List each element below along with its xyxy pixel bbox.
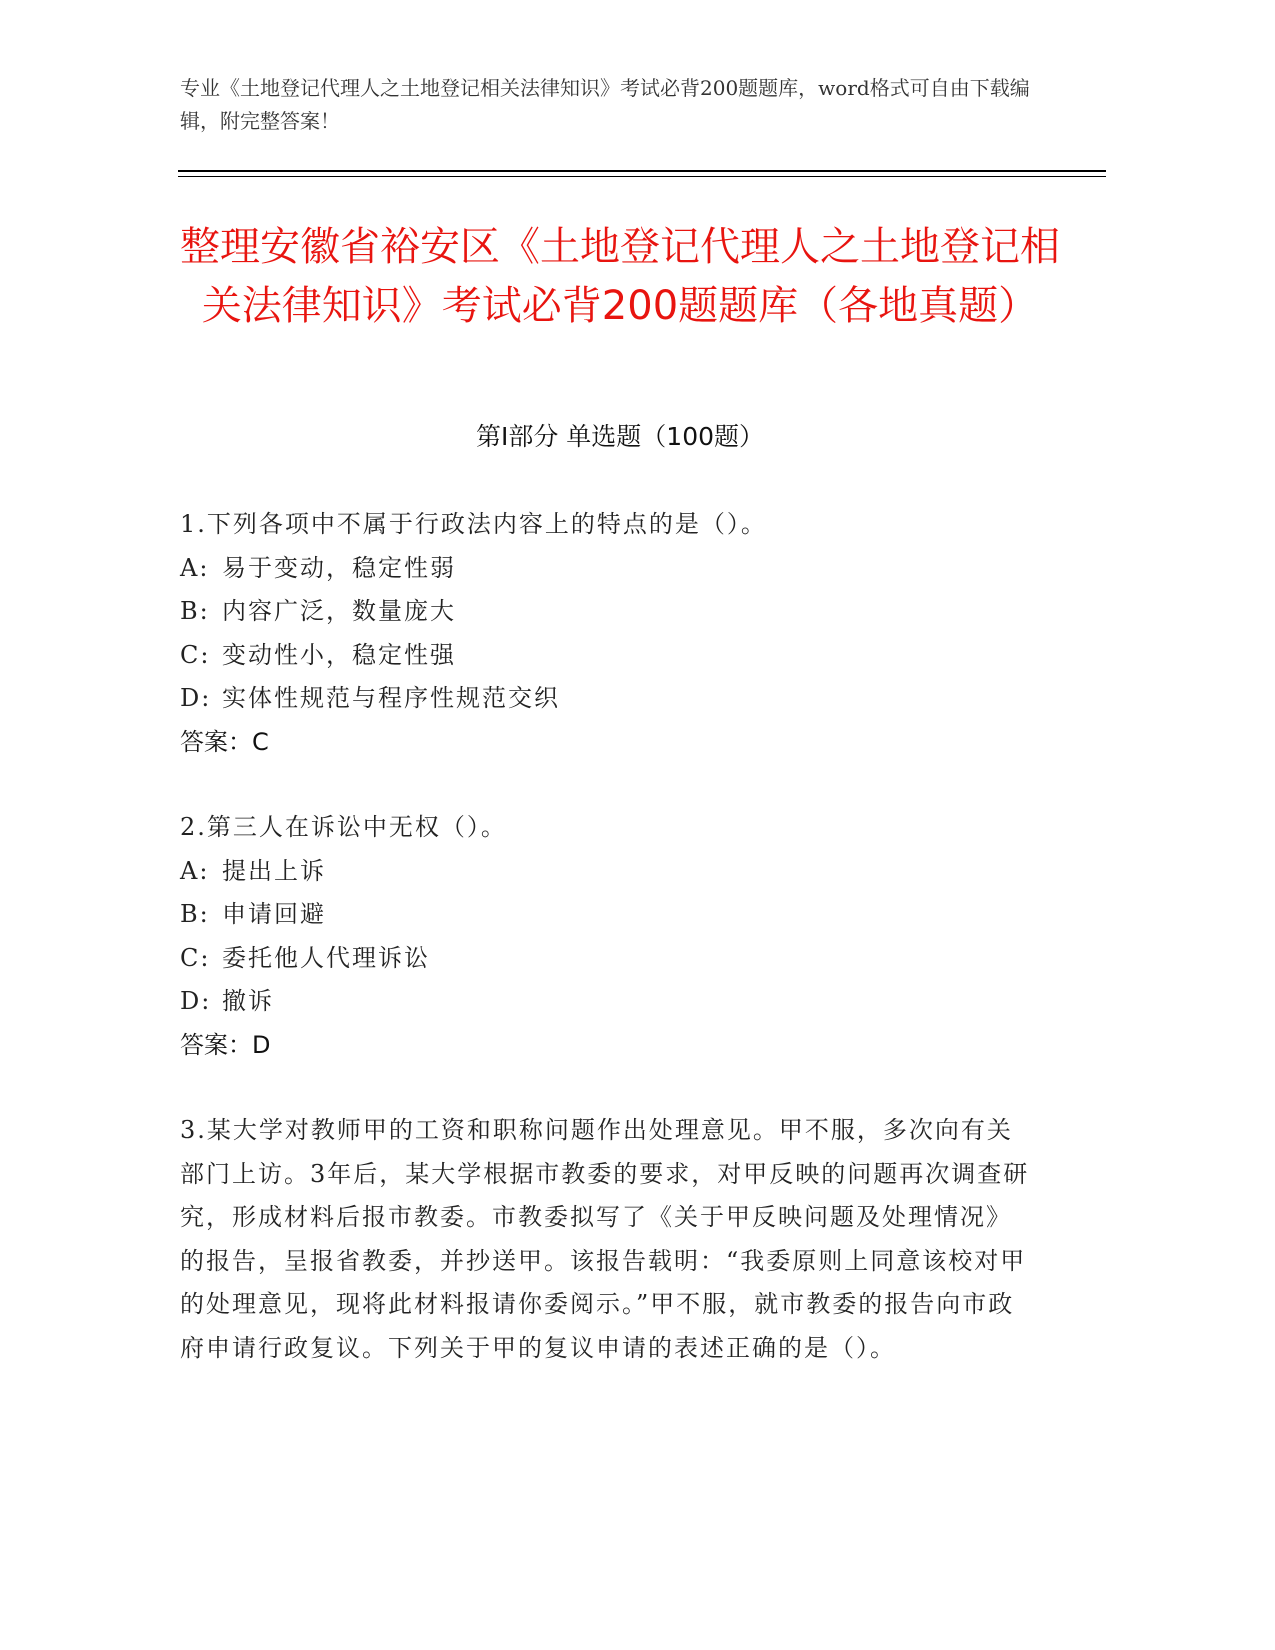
option-text: 提出上诉: [222, 856, 326, 885]
section-title: 第Ⅰ部分 单选题（100题）: [475, 422, 765, 451]
question-2: [180, 806, 1040, 1067]
header-rule-thin: [178, 176, 1106, 177]
option-key: A:: [180, 553, 210, 582]
option-d: [180, 677, 1040, 721]
header-rule-thick: [178, 170, 1106, 172]
option-b: [180, 893, 1040, 937]
option-text: 易于变动，稳定性弱: [222, 553, 456, 582]
option-key: D:: [180, 987, 212, 1015]
header-note: 专业《土地登记代理人之土地登记相关法律知识》考试必背200题题库，word格式可自由下载编辑，附完整答案！: [180, 76, 1030, 133]
option-b: [180, 590, 1040, 634]
question-list: [180, 503, 1040, 1412]
option-a: [180, 850, 1040, 894]
option-c: [180, 937, 1040, 981]
option-key: A:: [180, 856, 210, 885]
question-stem: 3.某大学对教师甲的工资和职称问题作出处理意见。甲不服，多次向有关部门上访。3年后，某大学根据市教委的要求，对甲反映的问题再次调查研究，形成材料后报市教委。市教委拟写了《关于甲反映问题及处理情况》的报告，呈报省教委，并抄送甲。该报告载明：“我委原则上同意该校对甲的处理意见，现将此材料报请你委阅示。”甲不服，就市教委的报告向市政府申请行政复议。下列关于甲的复议申请的表述正确的是（）。: [180, 1116, 1030, 1362]
option-key: B:: [180, 597, 210, 625]
option-d: [180, 980, 1040, 1024]
option-text: 委托他人代理诉讼: [222, 943, 430, 972]
option-a: [180, 547, 1040, 591]
question-stem: 1.下列各项中不属于行政法内容上的特点的是（）。: [180, 510, 767, 538]
option-text: 申请回避: [222, 900, 326, 928]
option-key: C:: [180, 640, 211, 669]
question-1: [180, 503, 1040, 764]
question-stem: 2.第三人在诉讼中无权（）。: [180, 813, 507, 841]
option-key: C:: [180, 943, 211, 972]
option-text: 变动性小，稳定性强: [222, 640, 456, 669]
document-title: 整理安徽省裕安区《土地登记代理人之土地登记相关法律知识》考试必背200题题库（各地真题）: [180, 224, 1060, 329]
option-text: 实体性规范与程序性规范交织: [222, 684, 560, 712]
option-text: 内容广泛，数量庞大: [222, 597, 456, 625]
option-c: [180, 634, 1040, 678]
answer-line: 答案：D: [180, 1030, 271, 1059]
option-text: 撤诉: [222, 987, 274, 1015]
option-key: B:: [180, 900, 210, 928]
answer-line: 答案：C: [180, 727, 269, 756]
question-3: [180, 1109, 1040, 1370]
option-key: D:: [180, 684, 212, 712]
